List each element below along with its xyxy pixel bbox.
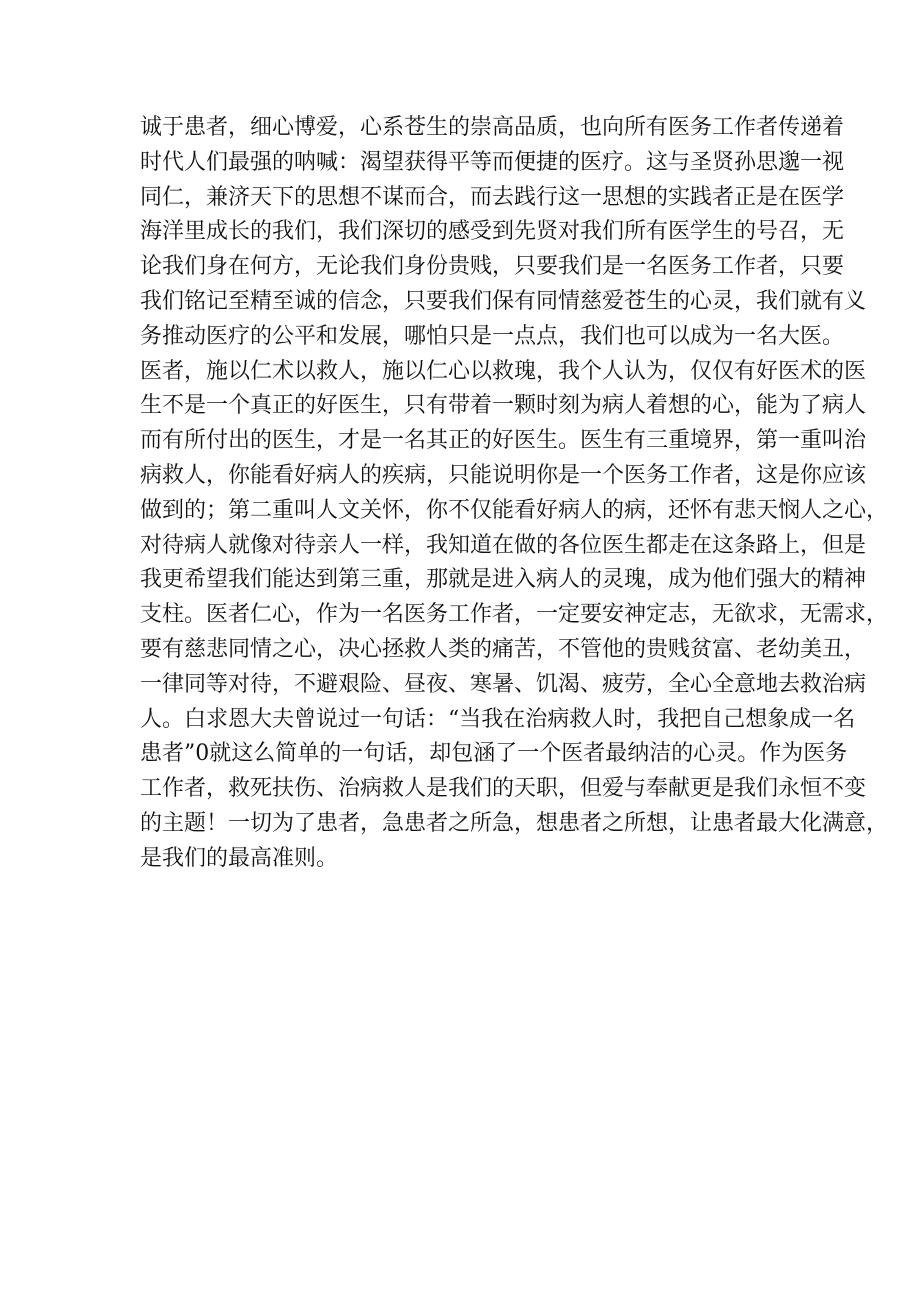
text-line: 支柱。医者仁心，作为一名医务工作者，一定要安神定志，无欲求，无需求， [140,602,889,628]
text-line: 我更希望我们能达到第三重，那就是进入病人的灵瑰，成为他们强大的精神 [140,567,867,593]
text-line: 做到的；第二重叫人文关怀，你不仅能看好病人的病，还怀有悲天悯人之心， [140,497,889,523]
text-line: 要有慈悲同情之心，决心拯救人类的痛苦，不管他的贵贱贫富、老幼美丑， [140,636,867,662]
text-line: 生不是一个真正的好医生，只有带着一颗时刻为病人着想的心，能为了病人 [140,393,867,419]
text-line: 海洋里成长的我们，我们深切的感受到先贤对我们所有医学生的号召，无 [140,219,845,245]
text-line: 而有所付出的医生，才是一名其正的好医生。医生有三重境界，第一重叫治 [140,428,867,454]
text-line: 是我们的最高准则。 [140,845,339,871]
text-line: 同仁，兼济天下的思想不谋而合，而去践行这一思想的实践者正是在医学 [140,184,845,210]
text-line: 时代人们最强的呐喊：渴望获得平等而便捷的医疗。这与圣贤孙思邈一视 [140,149,845,175]
text-line: 论我们身在何方，无论我们身份贵贱，只要我们是一名医务工作者，只要 [140,254,845,280]
text-line: 的主题！一切为了患者，急患者之所急，想患者之所想，让患者最大化满意， [140,810,889,836]
text-line: 一律同等对待，不避艰险、昼夜、寒暑、饥渴、疲劳，全心全意地去救治病 [140,671,867,697]
text-line: 医者，施以仁术以救人，施以仁心以救瑰，我个人认为，仅仅有好医术的医 [140,358,867,384]
text-line: 工作者，救死扶伤、治病救人是我们的天职，但爱与奉献更是我们永恒不变 [140,776,867,802]
text-line: 病救人，你能看好病人的疾病，只能说明你是一个医务工作者，这是你应该 [140,462,867,488]
text-line: 我们铭记至精至诚的信念，只要我们保有同情慈爱苍生的心灵，我们就有义 [140,288,867,314]
text-line: 务推动医疗的公平和发展，哪怕只是一点点，我们也可以成为一名大医。 [140,323,845,349]
text-line: 对待病人就像对待亲人一样，我知道在做的各位医生都走在这条路上，但是 [140,532,867,558]
text-line: 人。白求恩大夫曾说过一句话：“当我在治病救人时，我把自己想象成一名 [140,706,856,732]
text-line: 患者”0就这么简单的一句话，却包涵了一个医者最纳洁的心灵。作为医务 [140,741,848,767]
text-line: 诚于患者，细心博爱，心系苍生的崇高品质，也向所有医务工作者传递着 [140,115,845,140]
body-text [140,111,889,877]
